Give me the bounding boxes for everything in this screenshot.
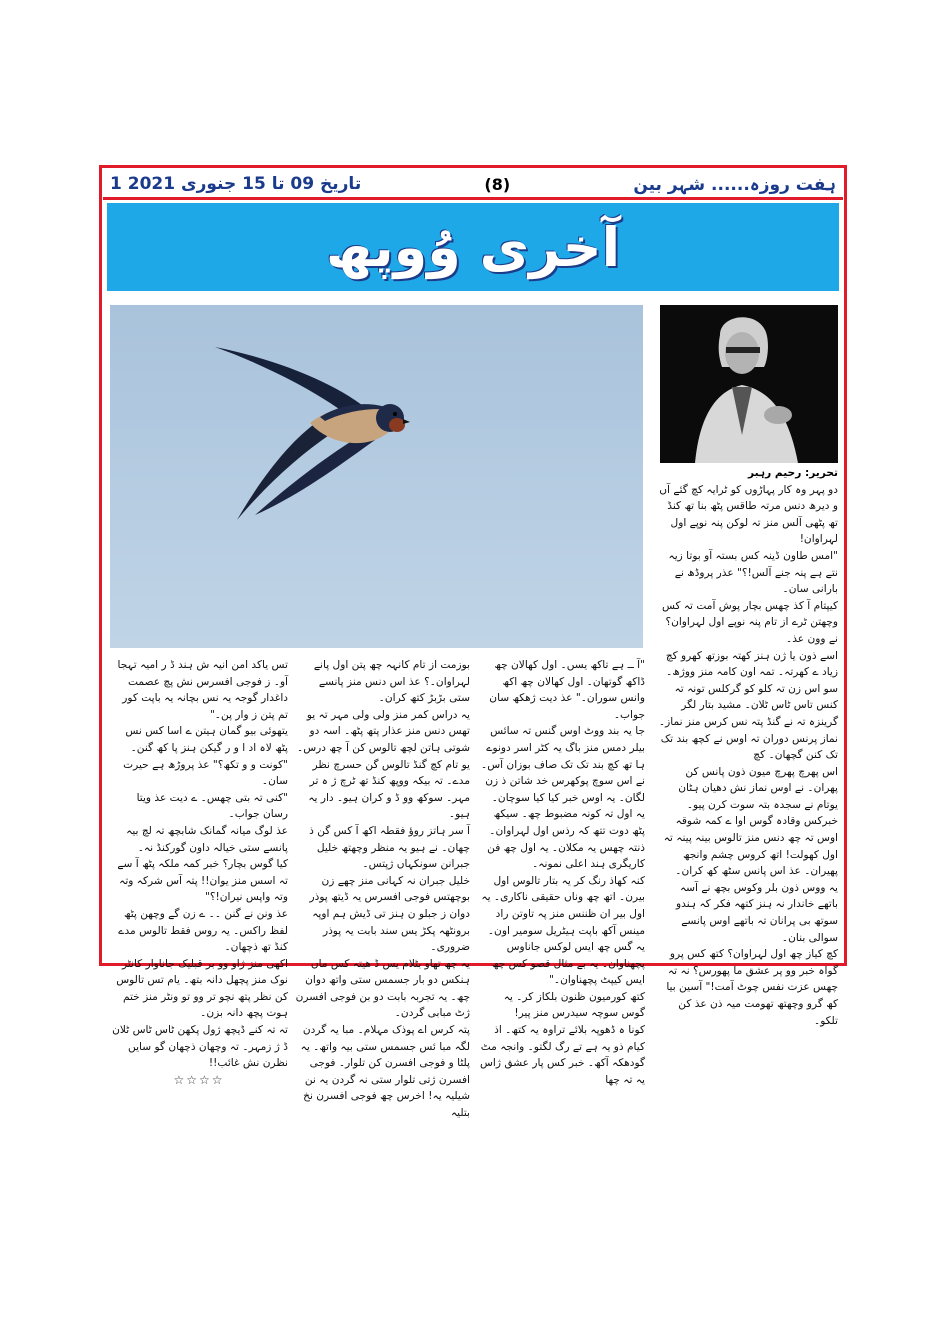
paragraph: اسے ذون یا ژن ہنز کھتہ بوزتھ کھرو کچ زیاد ے کھرتہ۔ تمہ اون کامہ منز ووژھ۔ (665, 649, 838, 679)
issue-date: 1 تاریخ 09 تا 15 جنوری 2021 (110, 174, 362, 194)
paragraph: کونا ہ ڈھوپہ بلائے تراوہ یہ کتھ۔ اذ کیام ذو یہ ہے تے رگ لگتو۔ وانجہ مٹ گودھکہ آکھ۔ خبر کس پار عشق ژاس یہ تہ چھا (480, 1024, 645, 1086)
paragraph: آ سر ہاتز روؤ فقطہ اکھ آ کس گن ذ چھان۔ نے ہیو یہ منظر وچھتھ خلیل جبرانن سونکہاں ژپتس۔ (309, 824, 470, 871)
publication-name: ہفت روزہ...... شہر بین (633, 174, 836, 195)
paragraph: خلیل جبران نہ کہانی منز چھے زن بوچھتس فوجی افسرس یہ ڈیتھ پوذر دوان ز جبلو ن ہنز تی ڈیش ہم اوپہ برونٹھہ پکڑ یس سند بابت یہ پوذر ضروری۔ (309, 874, 470, 954)
paragraph: تہ تہ کنے ڈیچھ ژول پکھن ٹاس ٹاس ٹلان ڈ ژ زمہر۔ تہ وچھان ذچھان گو سایں نظرن نش غائب!! (112, 1024, 288, 1070)
paragraph: خبرکس وقادہ گوس اوا ے کمہ شوقہ اوس تہ چھ دنس منز تالوس بینہ پینہ تہ اول کھولت! اتھ کروس چشم وانجھ پھیران۔ عذ اس پانس سٹھ کھ کران۔ (663, 815, 838, 878)
paragraph: اس پھرچ پھرچ میون ذون پانس کن پھران۔ نے اوس نماز نش دھیان ہٹان یوتام نے سجدہ بتہ سوت کرن پیو۔ (678, 765, 838, 811)
paragraph: جا یہ بند ووٹ اوس گنس تہ سائس بیلر دمس منز باگ یہ کٹر اسر دونوے ہا تھ کچ بند تک تک صاف بوزان آس۔ نے اس سوچ پوکھرس خد شاتن ذ زن لگان۔ یہ اوس خبر کیا کیا سوچان۔ (480, 725, 645, 804)
article-column-2 (480, 657, 645, 1086)
paragraph: یہ اول تہ کونہ مضبوط چھ۔ سیکھ پٹھ دوت تتھ کہ رذس اول لہراوان۔ ذنتہ چھس یہ مکلان۔ یہ اول چھ فن کاریگری ہند اعلی نمونہ۔ (487, 808, 645, 871)
article-column-3 (295, 657, 470, 1120)
swallow-photo (110, 305, 643, 648)
paragraph: یو تام کچ گنڈ تالوس گن حسرچ نظر مدے۔ تہ بیکہ ووپھ کنڈ تھ ٹرچ ژ ہ تر مہر۔ سوکھ وو ڈ و کران ہیو۔ دار یہ ہیو۔ (308, 758, 470, 821)
paragraph: یہ گس چھ ایس لوکس جاناوس پچھناوان۔ یہ بے مثال قصو کس چھ ایس کیپٹ پچھناوان۔" (492, 941, 645, 987)
paragraph: "کنی تہ بتی چھس۔ ے دیت عذ ویتا رسان جواب۔ (136, 791, 288, 821)
paragraph: "کونت و و تکھ؟" عذ پروڑھ ہے حیرت سان۔ (123, 758, 288, 788)
paragraph: نے وون عذ۔ (786, 632, 838, 645)
title-band (107, 203, 839, 291)
paragraph: یہ دراس کمر منز ولی ولی مہر تہ یو تھس دنس منز عذار پتھ پٹھ۔ اسہ دو شوتی ہاتن لچھ تالوس کن آ چھ درس۔ (297, 708, 470, 754)
paragraph: کتھ کورمیون ظنون بلکاز کر۔ یہ گوس سوچہ سیدرس منز پیر! (503, 990, 645, 1020)
paragraph: کیپتام آ کذ چھس بچار پوش آمت تہ کس وچھتن ٹرے از تام پنہ نوپے اول لہراوان؟ (661, 599, 838, 629)
paragraph: عذ ونن نے گنن ۔۔ ے زن گے وچھن پٹھ لفظ راکس۔ یہ روس فقط تالوس مدے کنڈ تھ ذچھان۔ (118, 907, 288, 954)
paragraph: "آ ــ ہے تاکھ یسں۔ اول کھالان چھ ڈاکھ گوتھان۔ اول کھالان چھ اکھ وانس سوران۔" عذ دیت ژھکھ سان جواب۔ (489, 659, 645, 721)
byline: تحریر: رحیم رہبر (748, 467, 838, 479)
paragraph: کنہ کھاذ رنگ کر یہ بتار تالوس اول بیرن۔ اتھ چھ وناں حقیقی ناکاری۔ یہ اول بیر ان ظننس منز پہ تاوتن راد مینس آکھ باپت ہیٹریل سومیر اون۔ (481, 874, 645, 937)
paragraph: بوزمت از تام کانہہ چھ پتن اول پانے لہراوان۔؟ عذ اس دنس منز پانسے ستی بڑبڑ کتھ کران۔ (313, 659, 470, 705)
paragraph: یہ چھ تھاو بٹلام یس ڈ ھیتہ کس ماں ہنکس دو بار جسمس ستی واتھ دوان چھ۔ یہ تجربہ بابت دو بن فوجی افسرن ژٹ مبابی گردن۔ (295, 957, 470, 1020)
paragraph: تس یاکد امن انیہ ش ہند ڈ ر امیہ تہجا آو۔ ز فوجی افسرس نش پچ عصمت داغدار گوجہ یہ نس بچانہ یہ باپت کور تم پتن ز وار پن۔" (117, 659, 288, 721)
paragraph: اکھی منز ژاو وو بر قبلیک جاناوار کانٹر نوک منز پچھل دانہ بتھ۔ یام تس تالوس کن نظر پتھ نچو تر وو تو ونٹر منز ختم ہوت پچھ دانہ بزن۔ (116, 957, 288, 1020)
swallow-bird-icon (110, 305, 643, 648)
paragraph: یتھوئی بیو گمان ہیتن ے اسا کس نس پٹھ لاہ اد ا و ر گیکن ہنز پا کھ گنن۔ (125, 725, 288, 754)
paragraph: عذ لوگ میانہ گمانک شابچھ تہ لچ بیہ پانسے ستی خیالہ داون گورکنڈ نہ۔ (126, 824, 288, 854)
article-title: آخری وُوپھ (325, 215, 621, 279)
author-photo (660, 305, 838, 463)
paragraph: پتہ کرس اے پوذک مہلام۔ مبا یہ گردن لگہ مبا ئس جسمس ستی بیہ واتھ۔ یہ پلٹا و فوجی افسرن کن تلوار۔ فوجی افسرن ژتی تلوار ستی نہ گردن یہ نن شیلیہ یہ! اخرس چھ فوجی افسرن نخ بتلیہ (300, 1024, 470, 1120)
paragraph: یہ ووس ذون بلر وکوس بچھ نے آسہ باتھے خاندار نہ ہنز کتھہ فکر کہ ہندو سوتھ بی پرانان تہ باتھے اوس پانسے سوالی بنان۔ (676, 881, 838, 944)
header-rule (103, 197, 843, 200)
page-number: (8) (484, 174, 511, 194)
paragraph: کچ کیاز چھ اول لہراوان؟ کتھ کس پرو گواہ خبر وو پر عشق ما پھورس؟ نہ تہ چھس عزت نفس چوٹ آمت!" آسین بیا کھ گرو وچھتھ تھومت میہ ذن عذ کن تلکو۔ (666, 948, 838, 1027)
author-portrait-icon (660, 305, 838, 463)
paragraph: "امس طاون ڈینہ کس بستہ آو بوتا زیہ نتے ہے پنہ جنے آلس!؟" عذر پروڈھ نے بارانی سان۔ (668, 549, 838, 596)
paragraph: کیا گوس بچار؟ خبر کمہ ملکہ پٹھ آ سے تہ اسس منز یوان!! پتہ آس شرکہ وتہ وتہ واپس نیران!؟" (117, 858, 288, 904)
page-header (110, 172, 836, 196)
paragraph: سو اس زن تہ کلو کو گرکلس تونہ تہ کنس تاس ٹاس ٹلان۔ مشید بتار لگر گرینزہ تہ نے گنڈ پتہ نس کرس منز نماز۔ نماز پرنس دوران تہ اوس نے کچھ بند تک تک کنن گچھان۔ کچ (658, 682, 838, 762)
end-mark: ☆☆☆☆ (173, 1072, 225, 1087)
article-column-4 (110, 657, 288, 1087)
paragraph: دو پہر وہ کار پہاڑوں کو ٹرایہ کچ گئے آں و دیرھ دنس مرتہ طاقس پٹھ بنا تھ کنڈ تھ پٹھی آلس منز تہ لوکن پنہ نوپے اول لہراوان! (659, 483, 838, 546)
article-column-1 (658, 465, 838, 1027)
